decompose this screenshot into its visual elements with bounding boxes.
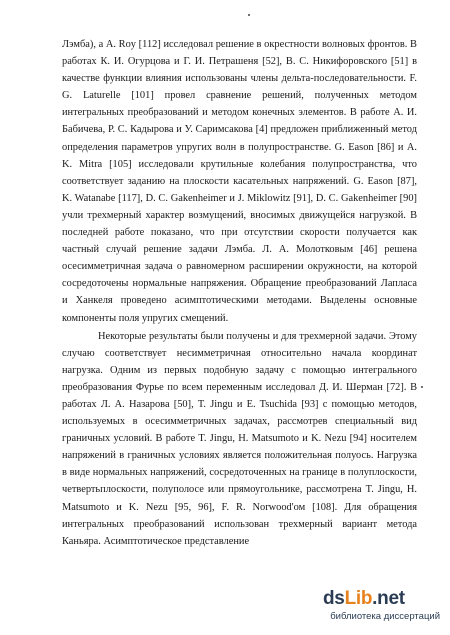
logo-part-ds: ds [323,588,345,609]
body-text [62,36,417,550]
scan-speck [421,386,423,388]
paragraph-2: Некоторые результаты были получены и для трехмерной задачи. Этому случаю соответствует несимметричная относительно начала координат нагрузка. Одним из первых подобную задачу с помощью интегрального преобразования Фурье по всем переменным исследовал Д. И. Шерман [72]. В работах Л. А. Назарова [50], T. Jingu и E. Tsuchida [93] с помощью методов, используемых в осесимметричных задачах, рассмотрев специальный вид граничных условий. В работе T. Jingu, H. Matsumoto и K. Nezu [94] носителем напряжений в граничных условиях является положительная полуось. Нагрузка в виде нормальных напряжений, сосредоточенных на границе в полуплоскости, четвертьплоскости, полуполосе или прямоугольнике, рассмотрена T. Jingu, H. Matsumoto и K. Nezu [95, 96], F. R. Norwood'ом [108]. Для обращения интегральных преобразований использован трехмерный вариант метода Каньяра. Асимптотическое представление [62,330,417,547]
logo-part-net: .net [372,588,405,609]
watermark[interactable] [305,587,440,627]
logo-part-lib: Lib [344,588,373,609]
paragraph-1: Лэмба), а A. Roy [112] исследовал решение в окрестности волновых фронтов. В работах К. И. Огурцова и Г. И. Петрашеня [52], В. С. Никифоровского [51] в качестве функции влияния использованы члены дельта-последовательности. F. G. Laturelle [101] провел сравнение решений, полученных методом интегральных преобразований и методом конечных элементов. В работе А. И. Бабичева, Р. С. Кадырова и У. Саримсакова [4] предложен приближенный метод определения параметров упругих волн в полупространстве. G. Eason [86] и A. K. Mitra [105] исследовали крутильные колебания полупространства, что соответствует заданию на плоскости касательных напряжений. G. Eason [87], K. Watanabe [117], D. C. Gakenheimer и J. Miklowitz [91], D. C. Gakenheimer [90] учли трехмерный характер возмущений, вносимых движущейся нагрузкой. В последней работе показано, что при отсутствии скорости получается как частный случай решение задачи Лэмба. Л. А. Молотковым [46] решена осесимметричная задача о равномерном расширении окружности, на которой сосредоточены нормальные напряжения. Обращение преобразований Лапласа и Ханкеля проведено асимптотическими методами. Выделены основные компоненты поля упругих смещений. [62,39,417,324]
scan-speck [248,14,250,16]
watermark-logo [323,588,405,610]
watermark-caption: библиотека диссертаций [330,611,440,622]
